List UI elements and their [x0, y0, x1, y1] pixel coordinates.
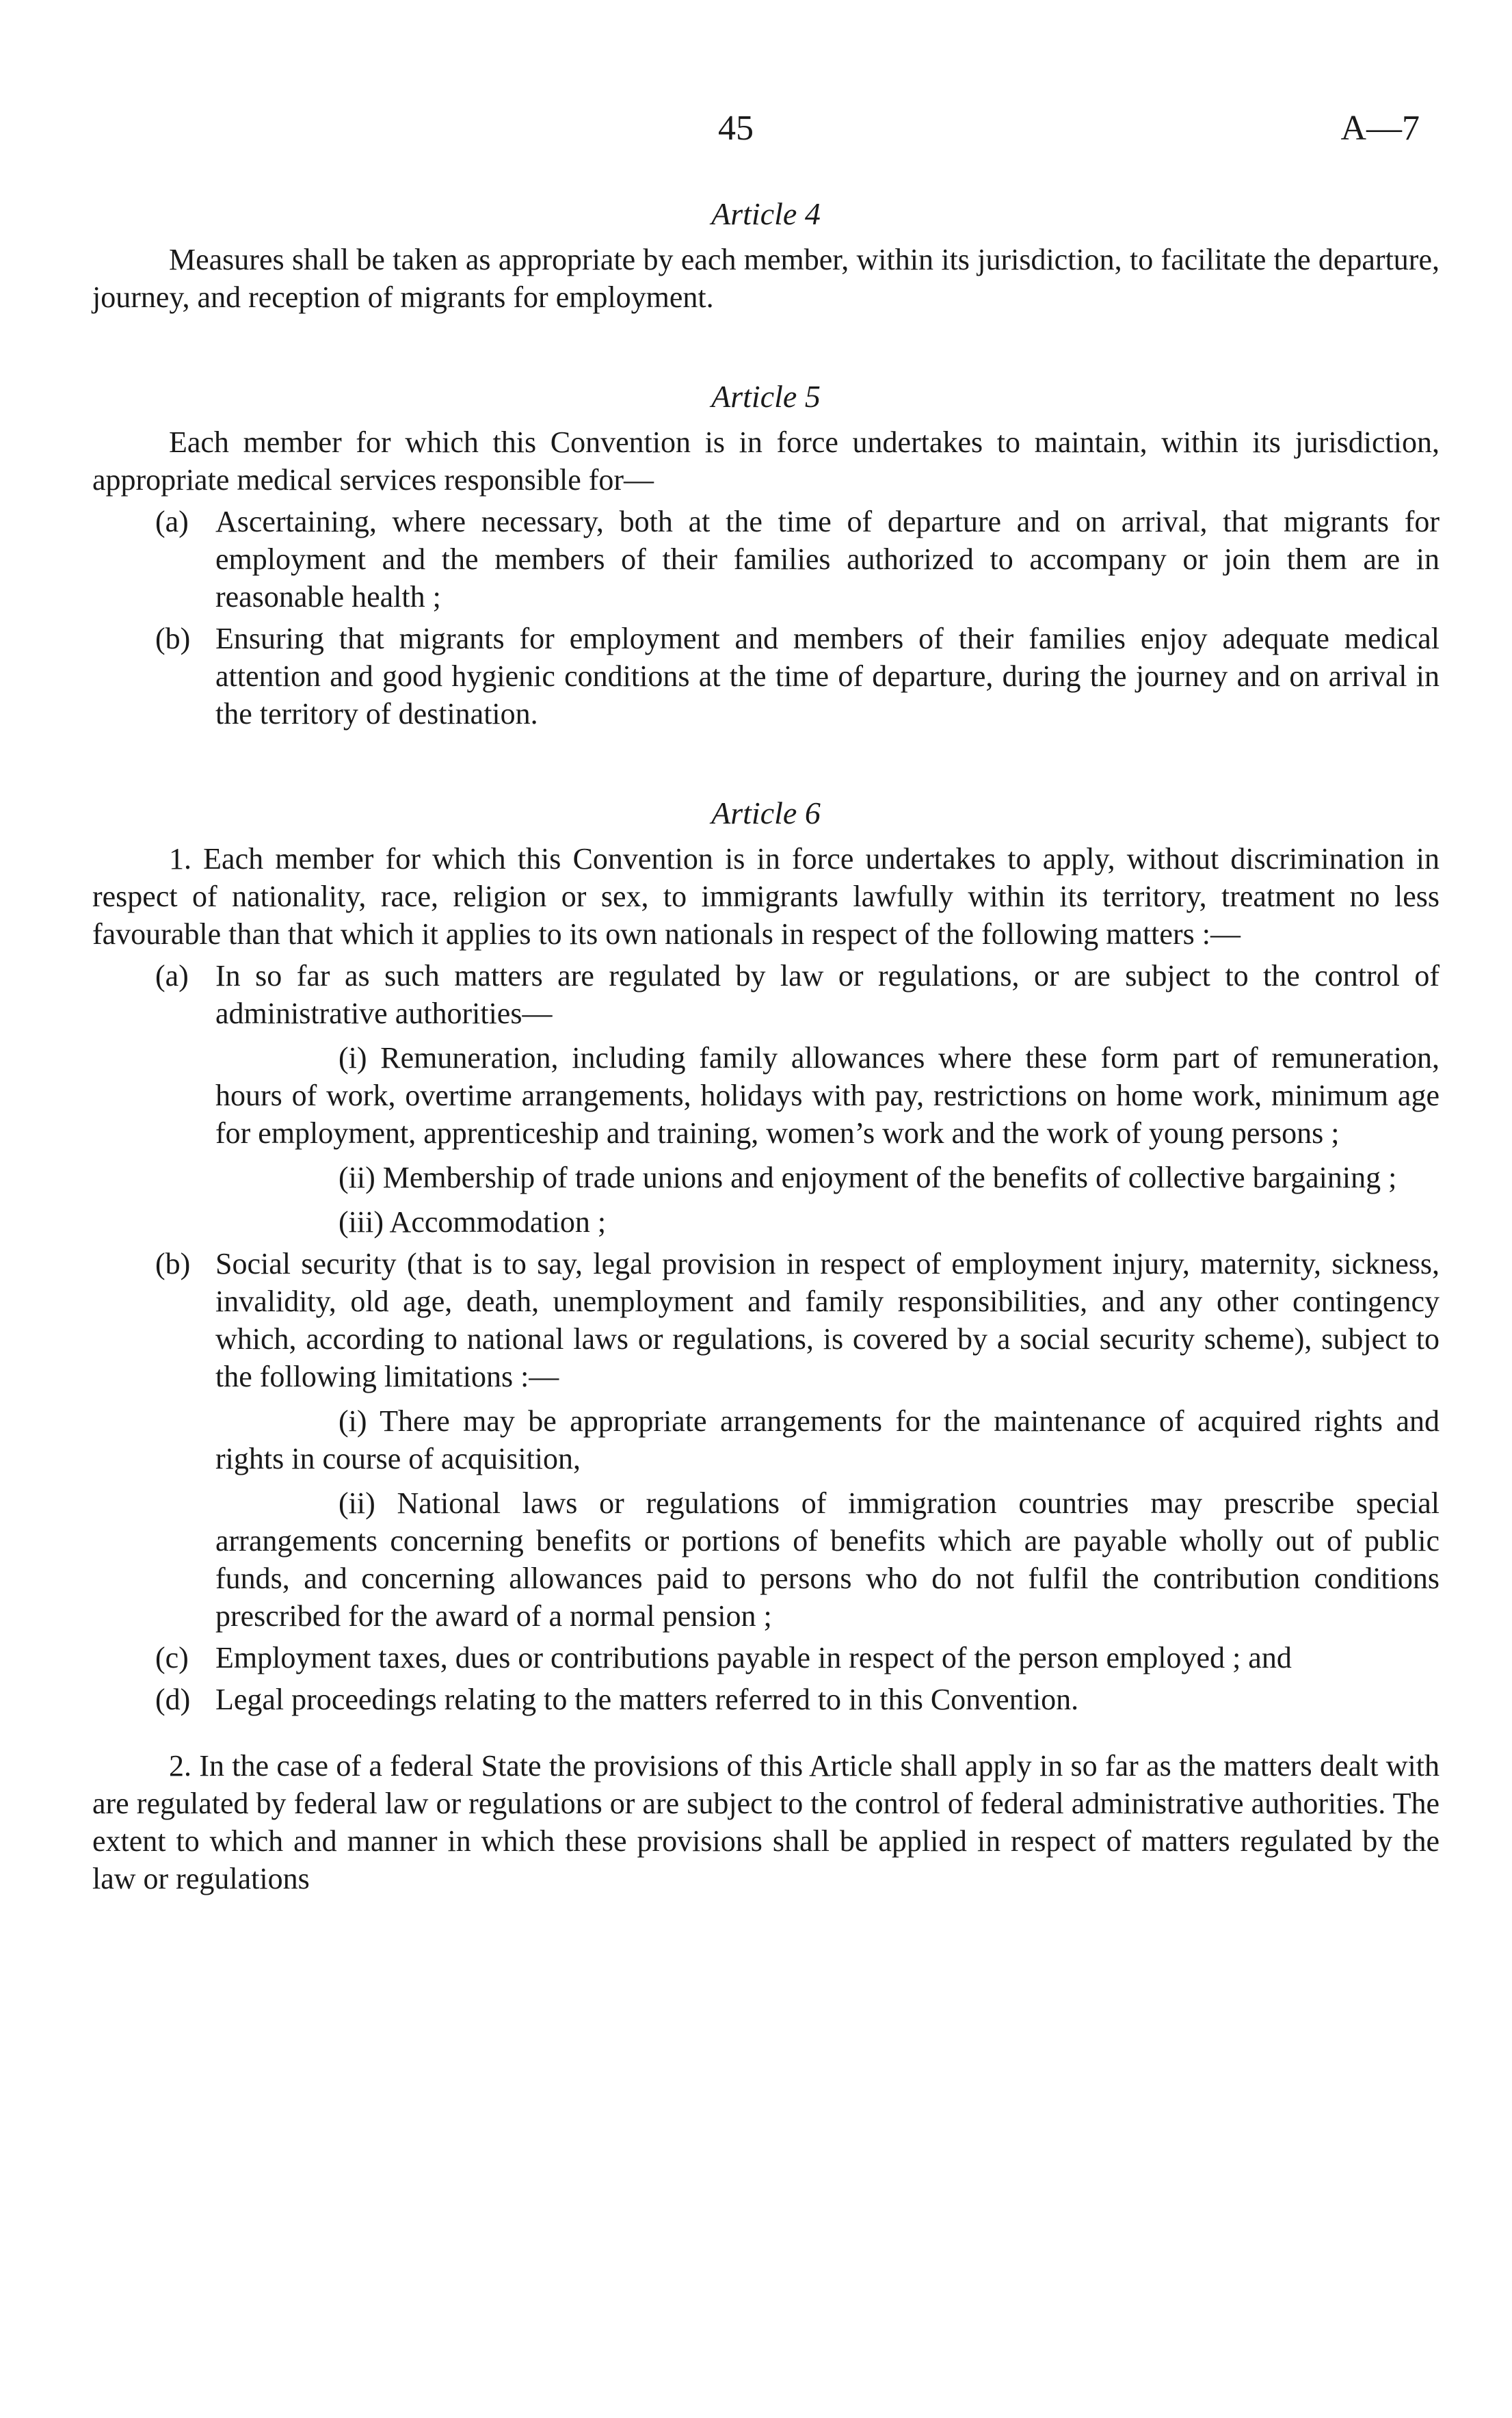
item-label: (d) [155, 1683, 191, 1716]
page-header [0, 108, 1512, 156]
article-5-item-a [92, 503, 1440, 616]
article-6-item-b [92, 1245, 1440, 1395]
article-6-heading: Article 6 [711, 796, 821, 830]
article-4-text: Measures shall be taken as appropriate by each member, within its jurisdiction, to facilitate the departure, journey, and reception of migrants for employment. [92, 243, 1440, 314]
item-text: Employment taxes, dues or contributions payable in respect of the person employed ; and [215, 1641, 1292, 1674]
article-4-heading: Article 4 [711, 196, 821, 231]
article-5-item-b [92, 620, 1440, 733]
page-number: 45 [718, 109, 754, 148]
article-5-heading: Article 5 [711, 379, 821, 414]
item-label: (b) [155, 622, 191, 655]
item-text: Legal proceedings relating to the matters referred to in this Convention. [215, 1683, 1079, 1716]
article-6-item-a [92, 957, 1440, 1032]
article-6-item-d [92, 1681, 1440, 1718]
article-6-para-2: 2. In the case of a federal State the provisions of this Article shall apply in so far as the matters dealt with are regulated by federal law or regulations or are subject to the control of federal administrative authorities. The extent to which and manner in which these provisions shall be applied in respect of matters regulated by the law or regulations [92, 1749, 1440, 1895]
article-6-item-b-ii: (ii) National laws or regulations of immigration countries may prescribe special arrangements concerning benefits or portions of benefits which are payable wholly out of public funds, and concerning allowances paid to persons who do not fulfil the contribution conditions prescribed for the award of a normal pension ; [215, 1486, 1440, 1633]
item-label: (a) [155, 959, 189, 993]
item-text: Ensuring that migrants for employment and members of their families enjoy adequate medical attention and good hygienic conditions at the time of departure, during the journey and on arrival in the territory of destination. [215, 622, 1440, 731]
article-6-item-a-i: (i) Remuneration, including family allowances where these form part of remuneration, hours of work, overtime arrangements, holidays with pay, restrictions on home work, minimum age for employment, apprenticeship and training, women’s work and the work of young persons ; [215, 1041, 1440, 1150]
article-5-intro: Each member for which this Convention is in force undertakes to maintain, within its jurisdiction, appropriate medical services responsible for— [92, 425, 1440, 497]
article-6-item-b-i: (i) There may be appropriate arrangements for the maintenance of acquired rights and rights in course of acquisition, [215, 1404, 1440, 1475]
item-text: Ascertaining, where necessary, both at the time of departure and on arrival, that migrants for employment and the members of their families authorized to accompany or join them are in reasonable health ; [215, 505, 1440, 614]
item-text: Social security (that is to say, legal provision in respect of employment injury, maternity, sickness, invalidity, old age, death, unemployment and family responsibilities, and any other contingency which, according to national laws or regulations, is covered by a social security scheme), subject to the following limitations :— [215, 1247, 1440, 1393]
page-reference: A—7 [1340, 109, 1420, 148]
article-6-para-1: 1. Each member for which this Convention is in force undertakes to apply, without discrimination in respect of nationality, race, religion or sex, to immigrants lawfully within its territory, treatment no less favourable than that which it applies to its own nationals in respect of the following matters :— [92, 842, 1440, 951]
item-text: In so far as such matters are regulated by law or regulations, or are subject to the control of administrative authorities— [215, 959, 1440, 1030]
item-label: (a) [155, 505, 189, 538]
item-label: (c) [155, 1641, 189, 1674]
item-label: (b) [155, 1247, 191, 1280]
article-6-item-a-ii: (ii) Membership of trade unions and enjoyment of the benefits of collective bargaining ; [339, 1161, 1397, 1194]
article-6-item-c [92, 1639, 1440, 1677]
document-body [92, 195, 1440, 1897]
article-6-item-a-iii: (iii) Accommodation ; [339, 1205, 607, 1239]
